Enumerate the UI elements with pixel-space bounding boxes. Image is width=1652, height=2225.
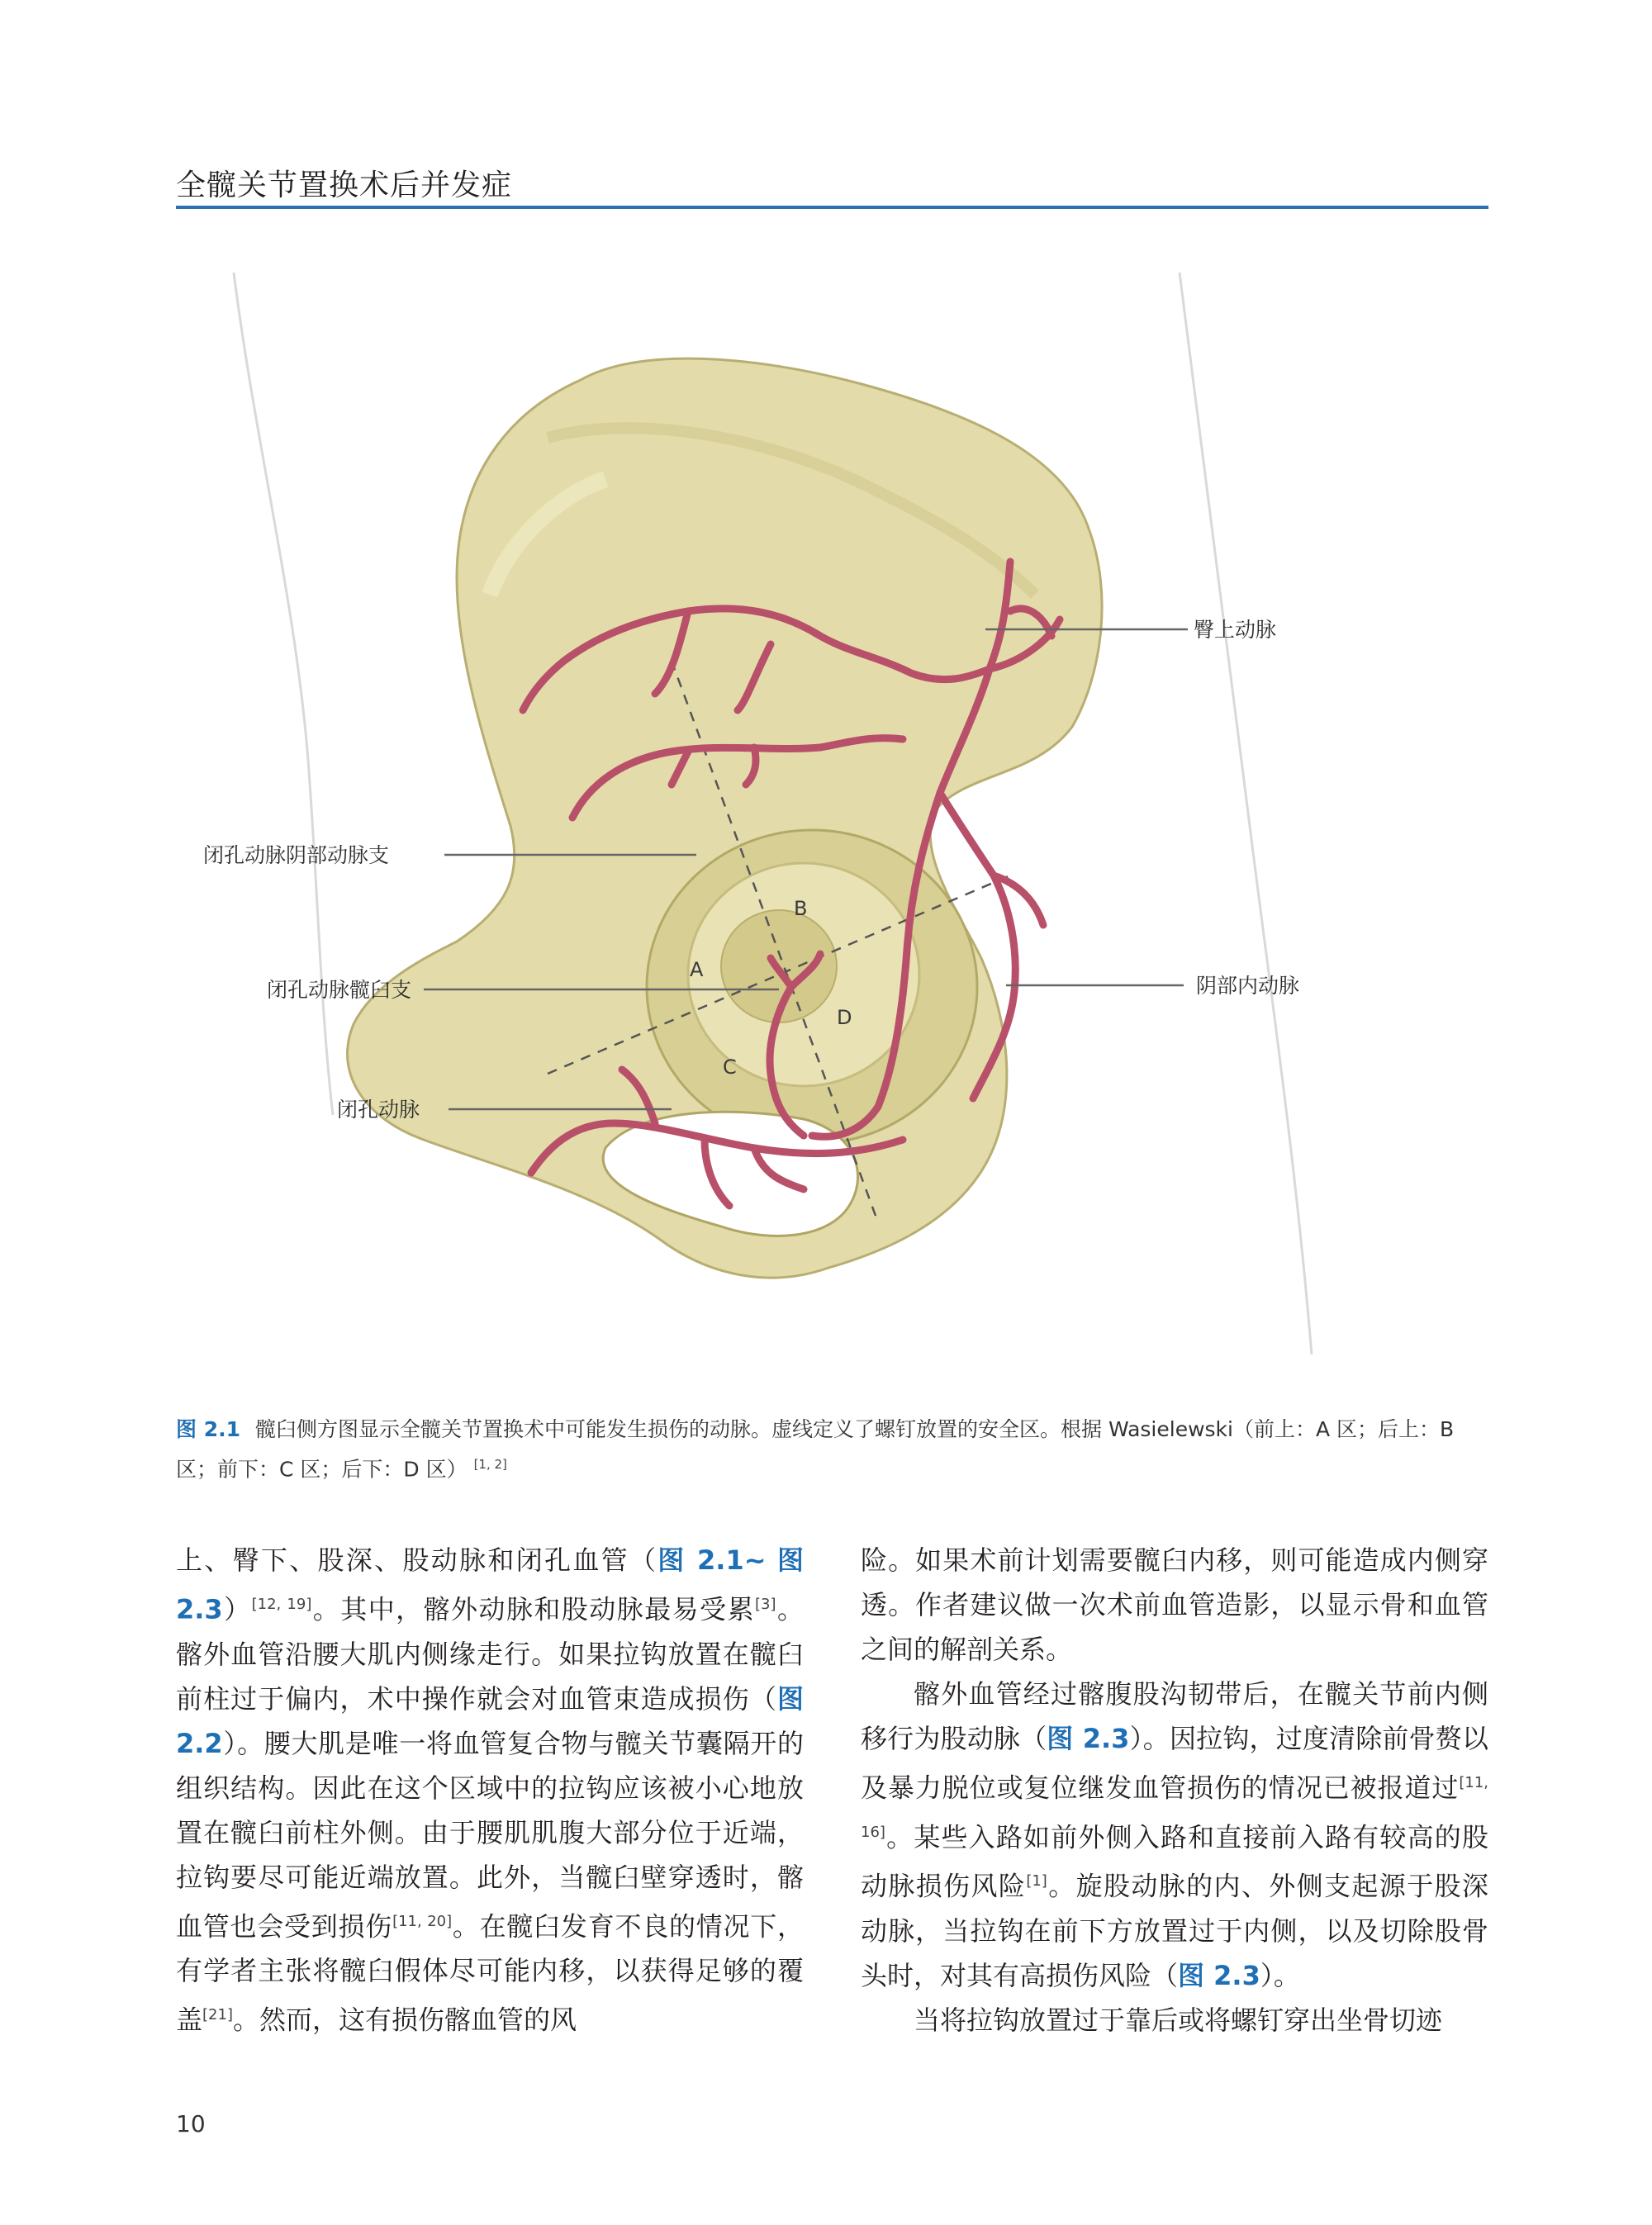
- right-paragraph-3: 当将拉钩放置过于靠后或将螺钉穿出坐骨切迹: [914, 2004, 1443, 2036]
- label-internal-pudendal: 阴部内动脉: [1196, 974, 1300, 998]
- label-obturator-acetabular: 闭孔动脉髋臼支: [267, 978, 412, 1002]
- header-rule: [176, 206, 1488, 209]
- figure-caption: [176, 1412, 1488, 1487]
- zone-d-label: D: [837, 1006, 852, 1029]
- caption-figure-number: 图 2.1: [176, 1417, 240, 1441]
- zone-b-label: B: [794, 897, 808, 920]
- citation: [1]: [1026, 1872, 1047, 1891]
- left-paragraph-1: 上、臀下、股深、股动脉和闭孔血管（图 2.1~ 图 2.3）[12, 19]。其中，髂外动脉和股动脉最易受累[3]。髂外血管沿腰大肌内侧缘走行。如果拉钩放置在髋臼前柱过于偏内，术中操作就会对血管束造成损伤（图 2.2）。腰大肌是唯一将血管复合物与髋关节囊隔开的组织结构。因此在这个区域中的拉钩应该被小心地放置在髋臼前柱外侧。由于腰肌肌腹大部分位于近端，拉钩要尽可能近端放置。此外，当髋臼壁穿透时，髂血管也会受到损伤[11, 20]。在髋臼发育不良的情况下，有学者主张将髋臼假体尽可能内移，以获得足够的覆盖[21]。然而，这有损伤髂血管的风: [176, 1544, 804, 2036]
- caption-text: 髋臼侧方图显示全髋关节置换术中可能发生损伤的动脉。虚线定义了螺钉放置的安全区。根据 Wasielewski（前上：A 区；后上：B 区；前下：C 区；后下：D 区）: [176, 1417, 1455, 1482]
- citation: [11, 16]: [861, 1774, 1488, 1841]
- figure-2-1: [176, 248, 1488, 1388]
- zone-a-label: A: [690, 958, 704, 981]
- acetabulum-illustration: [176, 248, 1488, 1388]
- body-outline-right: [1180, 273, 1312, 1354]
- body-column-right: [861, 1538, 1488, 2042]
- label-superior-gluteal: 臀上动脉: [1194, 618, 1277, 642]
- figure-reference[interactable]: 图 2.3: [1178, 1959, 1260, 1991]
- label-obturator: 闭孔动脉: [337, 1098, 420, 1122]
- page-number: 10: [176, 2110, 206, 2137]
- body-column-left: [176, 1538, 804, 2042]
- caption-refs: [1, 2]: [473, 1457, 507, 1472]
- right-paragraph-2: 髂外血管经过髂腹股沟韧带后，在髋关节前内侧移行为股动脉（图 2.3）。因拉钩，过度清除前骨赘以及暴力脱位或复位继发血管损伤的情况已被报道过[11, 16]。某些入路如前外侧入路和直接前入路有较高的股动脉损伤风险[1]。旋股动脉的内、外侧支起源于股深动脉，当拉钩在前下方放置过于内侧，以及切除股骨头时，对其有高损伤风险（图 2.3）。: [861, 1678, 1488, 1991]
- right-paragraph-1: 险。如果术前计划需要髋臼内移，则可能造成内侧穿透。作者建议做一次术前血管造影，以显示骨和血管之间的解剖关系。: [861, 1544, 1488, 1665]
- figure-reference[interactable]: 图 2.1~ 图 2.3: [176, 1544, 804, 1625]
- citation: [21]: [202, 2006, 233, 2024]
- citation: [11, 20]: [392, 1912, 453, 1930]
- running-header: 全髋关节置换术后并发症: [176, 168, 513, 202]
- figure-reference[interactable]: 图 2.3: [1047, 1723, 1130, 1754]
- citation: [12, 19]: [251, 1596, 312, 1613]
- label-obturator-pubic: 闭孔动脉阴部动脉支: [203, 843, 390, 867]
- figure-reference[interactable]: 图 2.2: [176, 1682, 804, 1759]
- zone-c-label: C: [723, 1056, 737, 1079]
- citation: [3]: [755, 1596, 776, 1613]
